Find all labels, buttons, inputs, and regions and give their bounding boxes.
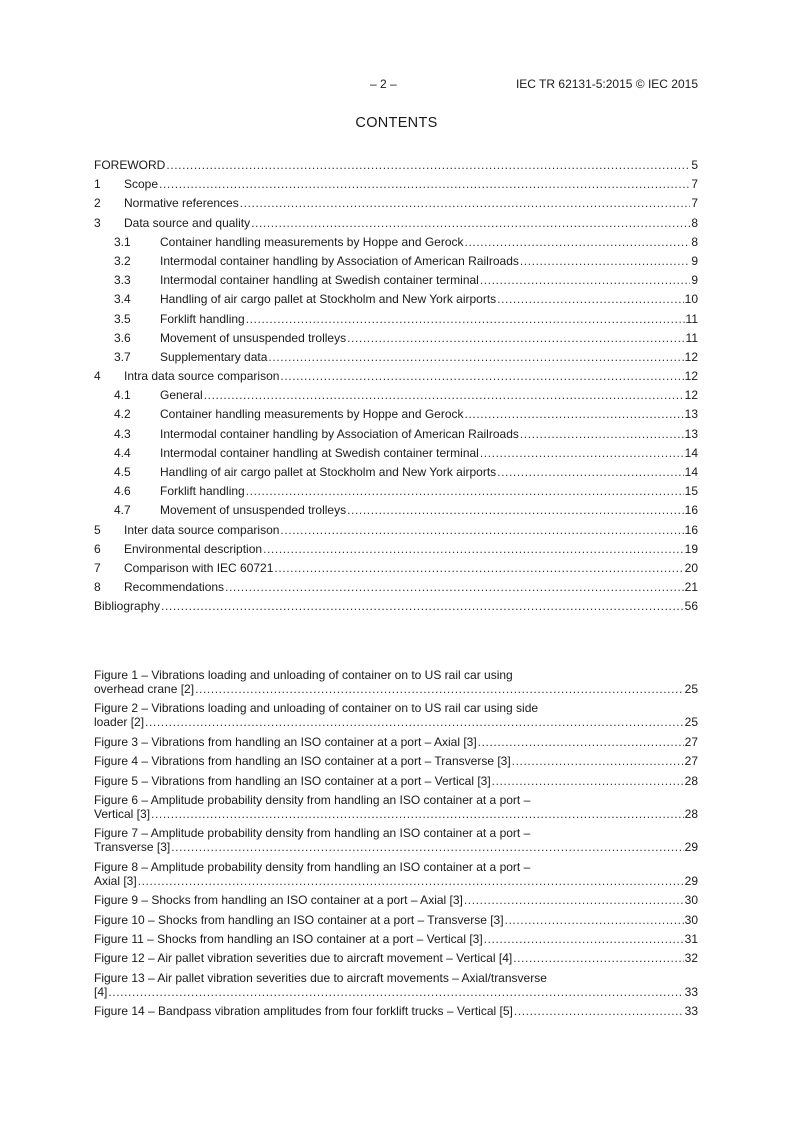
dot-leader — [280, 523, 683, 537]
figure-entry-line — [94, 682, 698, 696]
figure-entry-page: 28 — [684, 806, 698, 821]
dot-leader — [204, 388, 684, 402]
toc-entry-title: Environmental description — [124, 541, 263, 556]
page-number: – 2 – — [370, 77, 397, 91]
dot-leader — [497, 465, 683, 479]
dot-leader — [263, 542, 684, 556]
toc-entry[interactable] — [114, 292, 698, 306]
toc-entry-title: Container handling measurements by Hoppe and Gerock — [160, 407, 464, 422]
toc-entry-page: 9 — [691, 273, 698, 288]
toc-entry-number: 8 — [94, 580, 101, 595]
document-identifier: IEC TR 62131-5:2015 © IEC 2015 — [515, 77, 698, 91]
toc-entry[interactable] — [114, 388, 698, 402]
toc-entry-number: 3.2 — [114, 253, 131, 268]
toc-entry-page: 20 — [684, 560, 698, 575]
toc-entry-page: 12 — [684, 388, 698, 403]
toc-entry-number: 4.6 — [114, 484, 131, 499]
toc-entry-title: Movement of unsuspended trolleys — [160, 330, 347, 345]
figure-entry[interactable] — [94, 893, 698, 907]
dot-leader — [465, 235, 691, 249]
figure-entry-line — [94, 932, 698, 946]
figure-entry[interactable] — [94, 668, 698, 696]
dot-leader — [251, 216, 690, 230]
toc-entry-page: 56 — [684, 599, 698, 614]
toc-entry-page: 8 — [691, 215, 698, 230]
toc-entry-page: 13 — [684, 426, 698, 441]
figure-entry-line — [94, 715, 698, 729]
dot-leader — [225, 580, 684, 594]
toc-entry-title: Comparison with IEC 60721 — [124, 560, 274, 575]
toc-entry-title: Normative references — [124, 196, 239, 211]
figure-entry-title: overhead crane [2] — [94, 682, 195, 696]
table-of-contents — [94, 158, 698, 619]
toc-entry-page: 14 — [684, 445, 698, 460]
toc-entry-title: FOREWORD — [94, 158, 166, 172]
figure-entry[interactable] — [94, 735, 698, 749]
toc-entry-number: 3 — [94, 215, 101, 230]
toc-entry-number: 6 — [94, 541, 101, 556]
page-title: CONTENTS — [355, 115, 438, 131]
figure-entry-line — [94, 874, 698, 888]
dot-leader — [347, 331, 684, 345]
toc-entry-page: 8 — [691, 234, 698, 249]
figure-entry-page: 30 — [684, 893, 698, 908]
figure-entry-page: 33 — [684, 984, 698, 999]
toc-entry[interactable] — [94, 542, 698, 556]
toc-entry-number: 7 — [94, 560, 101, 575]
toc-entry[interactable] — [94, 523, 698, 537]
figure-entry-page: 25 — [684, 715, 698, 730]
figure-entry-title: Figure 6 – Amplitude probability density from handling an ISO container at a port – — [94, 792, 531, 807]
toc-entry-number: 4.4 — [114, 445, 131, 460]
toc-entry-title: General — [160, 388, 203, 403]
dot-leader — [464, 893, 684, 907]
figure-entry-line — [94, 840, 698, 854]
toc-entry-page: 12 — [684, 349, 698, 364]
toc-entry-number: 5 — [94, 522, 101, 537]
dot-leader — [514, 1004, 684, 1018]
figure-entry[interactable] — [94, 971, 698, 999]
figure-entry-title: Figure 12 – Air pallet vibration severities due to aircraft movement – Vertical [4] — [94, 951, 513, 966]
toc-entry[interactable] — [114, 254, 698, 268]
toc-entry-page: 9 — [691, 253, 698, 268]
figure-entry-title: Vertical [3] — [94, 806, 151, 821]
figure-entry-page: 27 — [684, 754, 698, 769]
figure-entry[interactable] — [94, 793, 698, 821]
toc-entry[interactable] — [114, 235, 698, 249]
toc-entry-number: 3.5 — [114, 311, 131, 326]
dot-leader — [166, 158, 690, 172]
figure-entry-title: Figure 14 – Bandpass vibration amplitudes from four forklift trucks – Vertical [5] — [94, 1004, 513, 1019]
figure-entry-page: 33 — [684, 1004, 698, 1019]
figure-entry-title: Figure 7 – Amplitude probability density from handling an ISO container at a port – — [94, 826, 531, 841]
dot-leader — [195, 682, 684, 696]
toc-entry-page: 11 — [685, 330, 698, 345]
figure-entry-page: 27 — [684, 734, 698, 749]
toc-entry-title: Data source and quality — [124, 215, 251, 230]
dot-leader — [145, 715, 684, 729]
figure-entry[interactable] — [94, 826, 698, 854]
dot-leader — [280, 369, 683, 383]
toc-entry-number: 3.4 — [114, 292, 131, 307]
figure-entry-page: 30 — [684, 912, 698, 927]
figure-entry-title: Figure 9 – Shocks from handling an ISO container at a port – Axial [3] — [94, 893, 463, 908]
figure-entry-title: Axial [3] — [94, 873, 137, 888]
dot-leader — [480, 273, 690, 287]
figure-entry[interactable] — [94, 774, 698, 788]
dot-leader — [492, 774, 684, 788]
toc-entry-title: Forklift handling — [160, 484, 245, 499]
toc-entry[interactable] — [94, 599, 698, 613]
figure-entry-title: Figure 2 – Vibrations loading and unloading of container on to US rail car using side — [94, 701, 539, 716]
figure-entry-title: [4] — [94, 984, 108, 999]
dot-leader — [274, 561, 683, 575]
toc-entry-title: Intermodal container handling by Association of American Railroads — [160, 426, 519, 441]
toc-entry[interactable] — [114, 446, 698, 460]
figure-entry-line — [94, 774, 698, 788]
toc-entry[interactable] — [114, 484, 698, 498]
figure-entry-title: Figure 13 – Air pallet vibration severities due to aircraft movements – Axial/transverse — [94, 970, 547, 985]
toc-entry-number: 3.1 — [114, 234, 131, 249]
toc-entry-page: 15 — [684, 484, 698, 499]
toc-entry-number: 4.3 — [114, 426, 131, 441]
toc-entry-title: Supplementary data — [160, 349, 268, 364]
figure-entry-line — [94, 985, 698, 999]
toc-entry-page: 7 — [691, 196, 698, 211]
toc-entry-number: 3.6 — [114, 330, 131, 345]
toc-entry-title: Intermodal container handling by Association of American Railroads — [160, 253, 519, 268]
toc-entry[interactable] — [114, 331, 698, 345]
dot-leader — [497, 292, 683, 306]
toc-entry[interactable] — [114, 465, 698, 479]
dot-leader — [520, 427, 684, 441]
figure-entry-page: 29 — [684, 840, 698, 855]
dot-leader — [246, 484, 684, 498]
figure-entry-title: Figure 10 – Shocks from handling an ISO container at a port – Transverse [3] — [94, 912, 504, 927]
toc-entry-page: 10 — [684, 292, 698, 307]
toc-entry-page: 14 — [684, 465, 698, 479]
toc-entry-title: Container handling measurements by Hoppe and Gerock — [160, 234, 464, 249]
dot-leader — [512, 754, 684, 768]
figure-entry-line — [94, 913, 698, 927]
toc-entry-title: Handling of air cargo pallet at Stockholm and New York airports — [160, 465, 497, 479]
figure-entry-line — [94, 893, 698, 907]
toc-entry-page: 19 — [684, 541, 698, 556]
toc-entry-title: Scope — [124, 177, 159, 192]
figure-entry-line — [94, 951, 698, 965]
dot-leader — [159, 177, 690, 191]
figure-entry-page: 28 — [684, 773, 698, 788]
figure-entry-page: 29 — [684, 873, 698, 888]
toc-entry-title: Intermodal container handling at Swedish container terminal — [160, 273, 479, 288]
figure-entry[interactable] — [94, 932, 698, 946]
toc-entry[interactable] — [114, 312, 698, 326]
figure-entry[interactable] — [94, 951, 698, 965]
toc-entry-title: Recommendations — [124, 580, 225, 595]
figure-entry-title: Figure 1 – Vibrations loading and unloading of container on to US rail car using — [94, 668, 513, 682]
toc-entry[interactable] — [94, 369, 698, 383]
toc-entry-page: 16 — [684, 522, 698, 537]
dot-leader — [484, 932, 684, 946]
dot-leader — [240, 196, 691, 210]
toc-entry-number: 4.5 — [114, 465, 131, 479]
toc-entry-page: 11 — [685, 311, 698, 326]
dot-leader — [347, 503, 684, 517]
dot-leader — [520, 254, 690, 268]
toc-entry-number: 3.3 — [114, 273, 131, 288]
figure-entry[interactable] — [94, 1004, 698, 1018]
figure-entry[interactable] — [94, 701, 698, 729]
toc-entry-page: 12 — [684, 369, 698, 384]
toc-entry-page: 21 — [684, 580, 698, 595]
toc-entry[interactable] — [94, 177, 698, 191]
toc-entry-number: 2 — [94, 196, 101, 211]
figure-entry-title: Transverse [3] — [94, 840, 171, 855]
toc-entry-title: Intermodal container handling at Swedish container terminal — [160, 445, 479, 460]
dot-leader — [478, 735, 684, 749]
toc-entry-title: Forklift handling — [160, 311, 245, 326]
figure-entry[interactable] — [94, 913, 698, 927]
toc-entry[interactable] — [114, 503, 698, 517]
figure-entry-title: Figure 3 – Vibrations from handling an ISO container at a port – Axial [3] — [94, 734, 477, 749]
dot-leader — [480, 446, 684, 460]
figure-entry-page: 25 — [684, 682, 698, 696]
toc-entry-title: Inter data source comparison — [124, 522, 280, 537]
figure-entry-line — [94, 735, 698, 749]
figure-entry-title: Figure 11 – Shocks from handling an ISO container at a port – Vertical [3] — [94, 931, 483, 946]
toc-entry[interactable] — [114, 350, 698, 364]
figure-entry-page: 31 — [684, 931, 698, 946]
figure-entry-line — [94, 754, 698, 768]
toc-entry-number: 4 — [94, 369, 101, 384]
toc-entry[interactable] — [94, 580, 698, 594]
figure-entry[interactable] — [94, 754, 698, 768]
figure-entry-title: Figure 4 – Vibrations from handling an ISO container at a port – Transverse [3] — [94, 754, 511, 769]
dot-leader — [161, 599, 684, 613]
toc-entry[interactable] — [114, 427, 698, 441]
figure-entry-page: 32 — [684, 951, 698, 966]
dot-leader — [505, 913, 684, 927]
list-of-figures — [94, 668, 698, 1023]
dot-leader — [138, 874, 684, 888]
figure-entry-title: loader [2] — [94, 715, 145, 730]
figure-entry-title: Figure 5 – Vibrations from handling an ISO container at a port – Vertical [3] — [94, 773, 491, 788]
figure-entry-title: Figure 8 – Amplitude probability density from handling an ISO container at a port – — [94, 859, 531, 874]
toc-entry-page: 16 — [684, 503, 698, 518]
toc-entry-page: 7 — [691, 177, 698, 192]
toc-entry-number: 4.7 — [114, 503, 131, 518]
dot-leader — [108, 985, 683, 999]
dot-leader — [513, 951, 683, 965]
toc-entry-title: Intra data source comparison — [124, 369, 280, 384]
toc-entry-number: 3.7 — [114, 349, 131, 364]
dot-leader — [246, 312, 685, 326]
page-header — [94, 77, 698, 93]
toc-entry-number: 4.1 — [114, 388, 131, 403]
dot-leader — [268, 350, 683, 364]
toc-entry[interactable] — [114, 273, 698, 287]
toc-entry-number: 4.2 — [114, 407, 131, 422]
dot-leader — [151, 807, 684, 821]
toc-entry[interactable] — [94, 561, 698, 575]
toc-entry-number: 1 — [94, 177, 101, 192]
toc-entry-title: Bibliography — [94, 599, 161, 614]
toc-entry[interactable] — [94, 216, 698, 230]
toc-entry[interactable] — [94, 158, 698, 172]
dot-leader — [465, 407, 684, 421]
toc-entry[interactable] — [114, 407, 698, 421]
figure-entry-line — [94, 1004, 698, 1018]
toc-entry-title: Handling of air cargo pallet at Stockholm and New York airports — [160, 292, 497, 307]
dot-leader — [171, 840, 683, 854]
toc-entry[interactable] — [94, 196, 698, 210]
figure-entry-line — [94, 807, 698, 821]
toc-entry-title: Movement of unsuspended trolleys — [160, 503, 347, 518]
figure-entry[interactable] — [94, 860, 698, 888]
toc-entry-page: 13 — [684, 407, 698, 422]
toc-entry-page: 5 — [691, 158, 698, 172]
